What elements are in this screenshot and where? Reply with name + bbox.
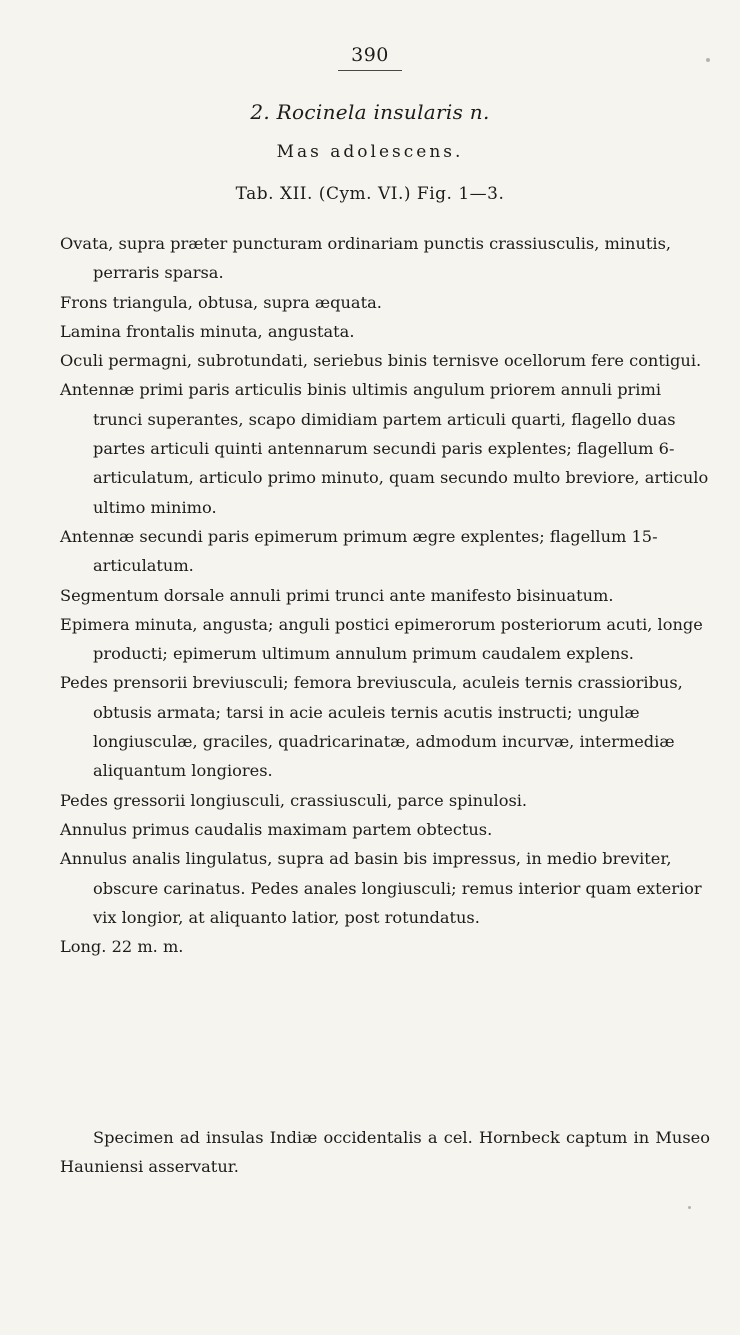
description-paragraph: Oculi permagni, subrotundati, seriebus binis ternisve ocellorum fere contigui.: [60, 351, 702, 371]
page-number-underline: [338, 70, 402, 71]
figure-reference: Tab. XII. (Cym. VI.) Fig. 1—3.: [235, 184, 505, 204]
paper-speck: [688, 1206, 691, 1209]
specimen-subtitle: Mas adolescens.: [276, 142, 464, 162]
paper-speck: [706, 58, 710, 62]
description-paragraph: Pedes gressorii longiusculi, crassiusculi, parce spinulosi.: [60, 790, 528, 810]
species-title: 2. Rocinela insularis n.: [250, 100, 490, 124]
description-paragraph: Long. 22 m. m.: [60, 937, 184, 957]
description-paragraph: Antennæ primi paris articulis binis ultimis angulum priorem annuli primi trunci superantes, scapo dimidiam partem articuli quarti, flagello duas partes articuli quinti antennarum secundi paris explentes; flagellum 6-articulatum, articulo primo minuto, quam secundo multo breviore, articulo ultimo minimo.: [60, 380, 709, 517]
species-description: [60, 229, 710, 961]
description-paragraph: Epimera minuta, angusta; anguli postici epimerorum posteriorum acuti, longe producti; epimerum ultimum annulum primum caudalem explens.: [60, 614, 703, 664]
description-paragraph: Annulus primus caudalis maximam partem obtectus.: [60, 819, 493, 839]
description-paragraph: Pedes prensorii breviusculi; femora breviuscula, aculeis ternis crassioribus, obtusis armata; tarsi in acie aculeis ternis acutis instructi; ungulæ longiusculæ, graciles, quadricarinatæ, admodum incurvæ, intermediæ aliquantum longiores.: [60, 673, 683, 781]
description-paragraph: Frons triangula, obtusa, supra æquata.: [60, 292, 382, 312]
description-paragraph: Segmentum dorsale annuli primi trunci ante manifesto bisinuatum.: [60, 585, 614, 605]
description-paragraph: Lamina frontalis minuta, angustata.: [60, 321, 355, 341]
specimen-note: Specimen ad insulas Indiæ occidentalis a cel. Hornbeck captum in Museo Hauniensi asservatur.: [60, 1128, 710, 1177]
description-paragraph: Annulus analis lingulatus, supra ad basin bis impressus, in medio breviter, obscure carinatus. Pedes anales longiusculi; remus interior quam exterior vix longior, at aliquanto latior, post rotundatus.: [60, 849, 702, 927]
page-number: 390: [351, 44, 389, 66]
description-paragraph: Antennæ secundi paris epimerum primum ægre explentes; flagellum 15-articulatum.: [60, 526, 658, 576]
description-paragraph: Ovata, supra præter puncturam ordinariam punctis crassiusculis, minutis, perraris sparsa.: [60, 234, 672, 283]
